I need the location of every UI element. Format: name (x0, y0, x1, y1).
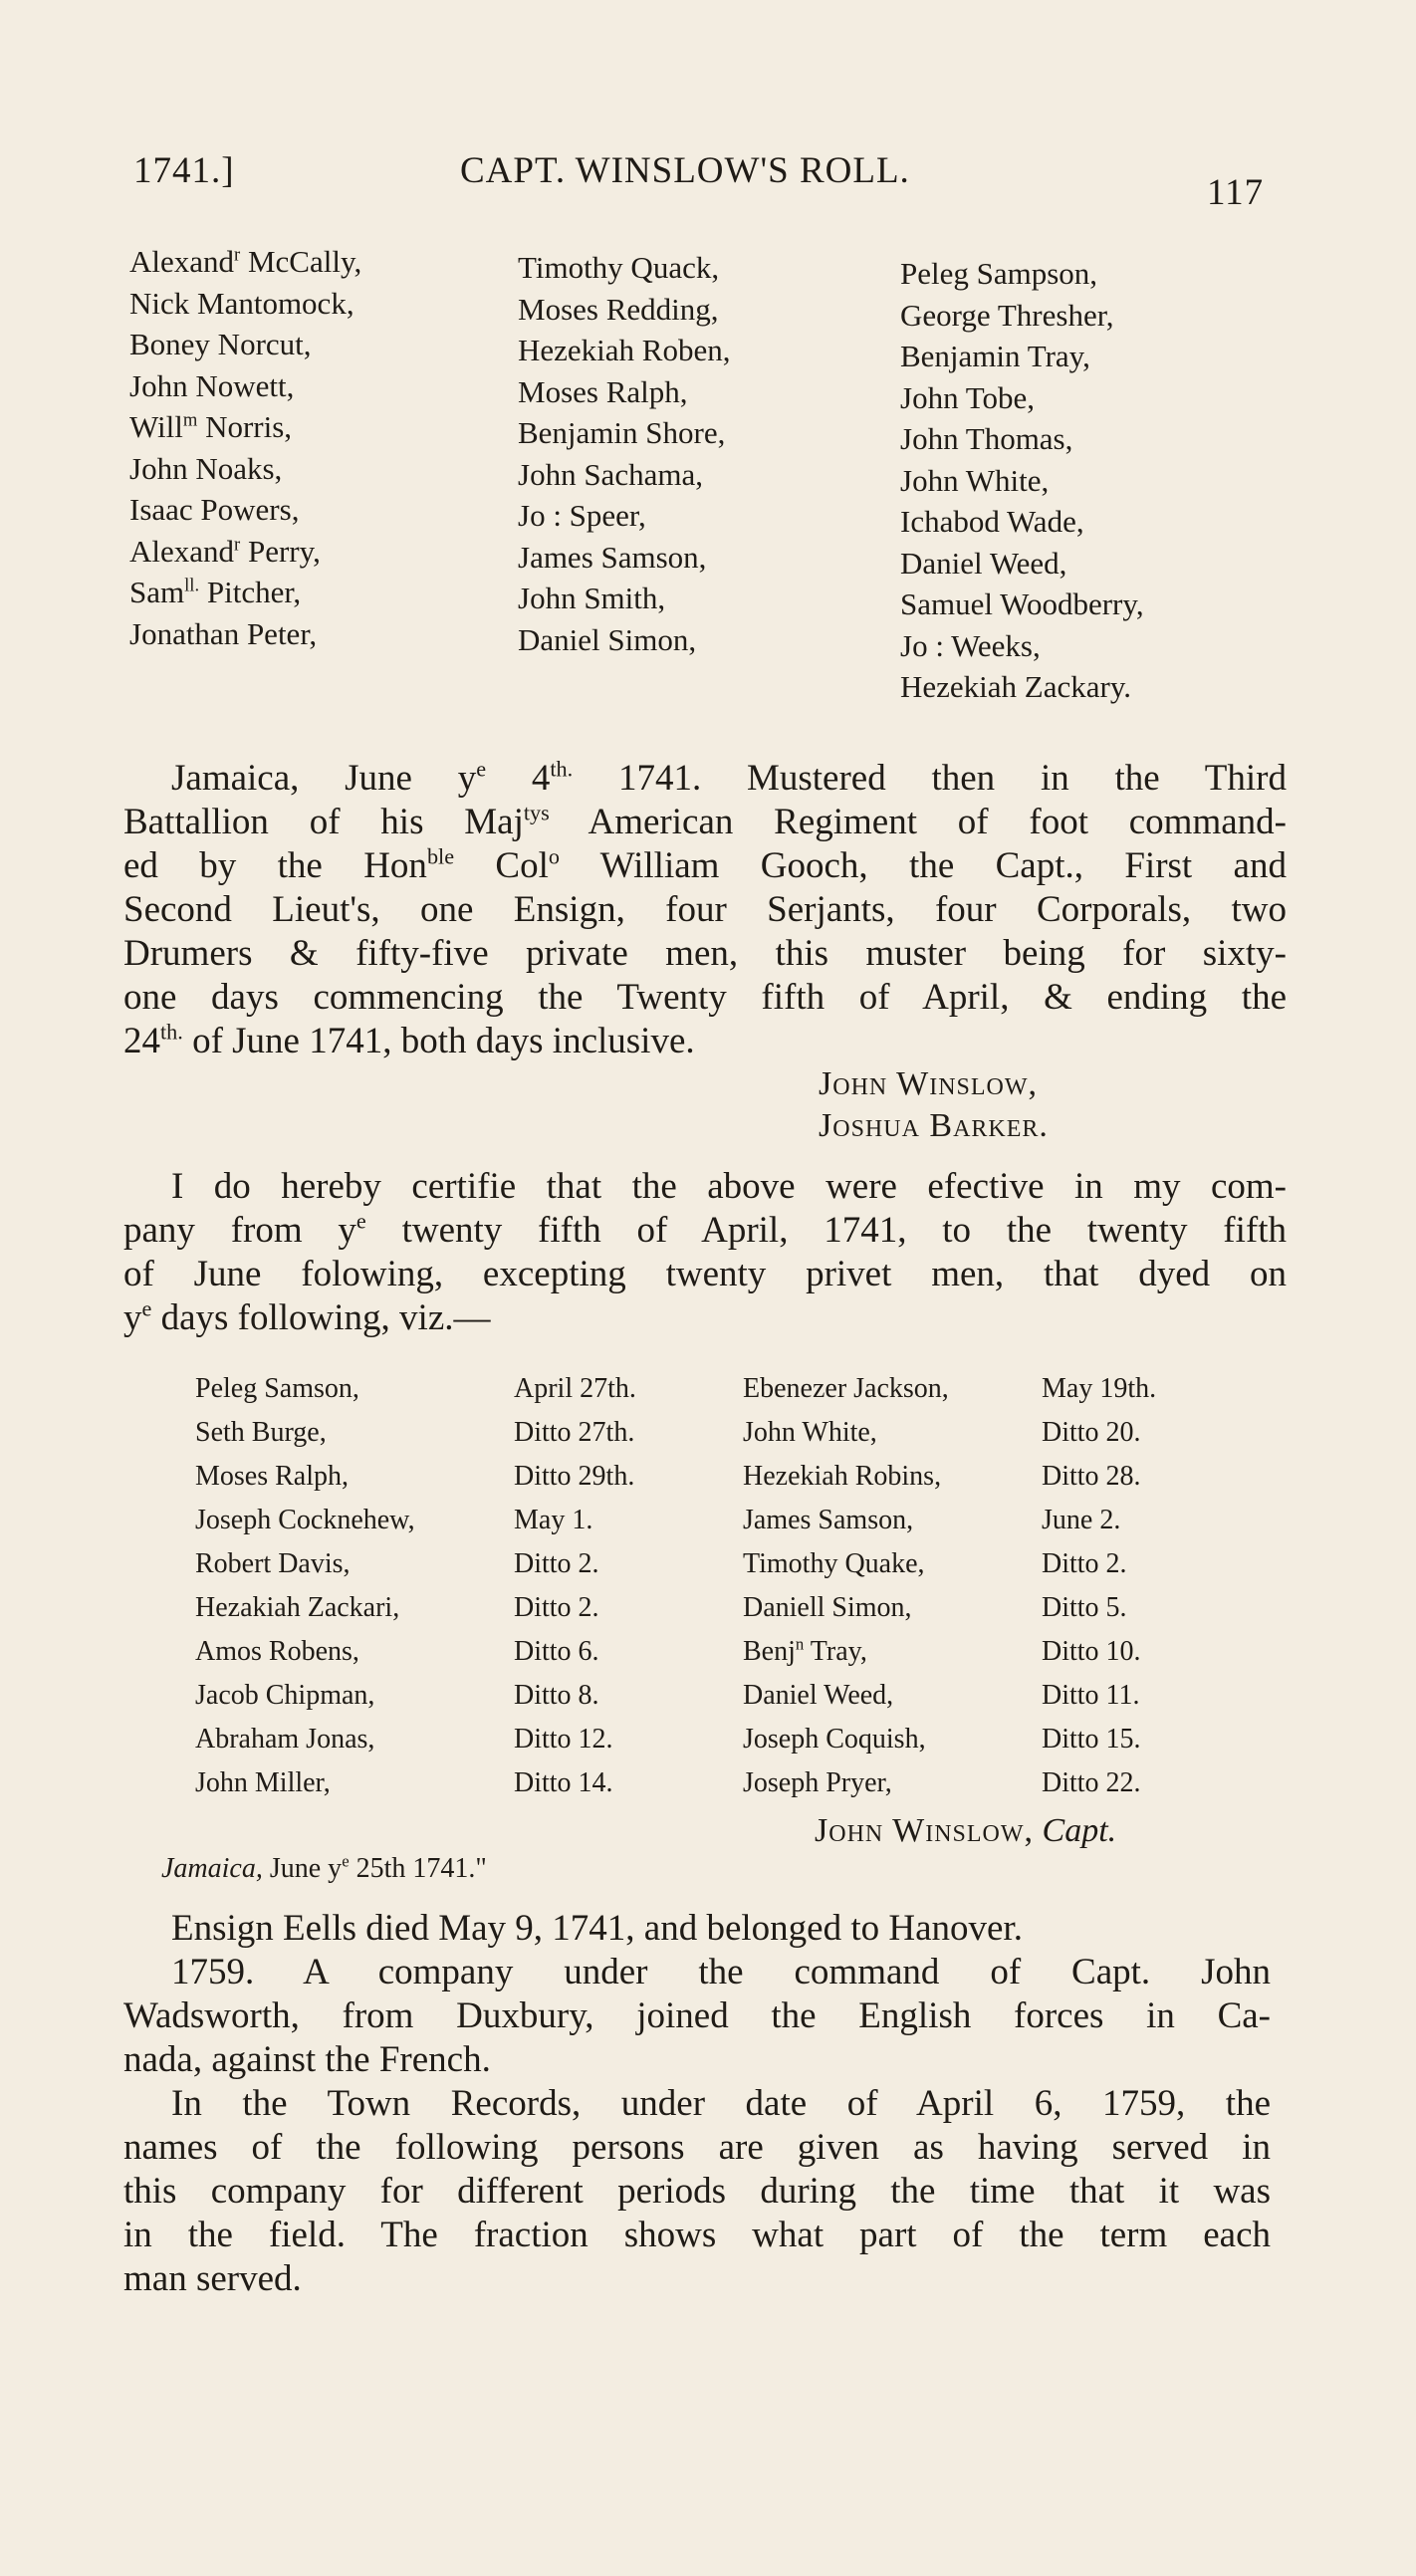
muster-paragraph (123, 757, 1287, 1063)
death-date: Ditto 6. (514, 1636, 599, 1667)
roll-name: Moses Ralph, (518, 373, 688, 409)
roll-name: Daniel Simon, (518, 621, 697, 657)
death-date: Ditto 15. (1042, 1724, 1141, 1755)
roll-name: Isaac Powers, (129, 492, 300, 527)
roll-name: James Samson, (518, 539, 707, 575)
death-name: Benj$^n$ Tray, (743, 1634, 867, 1667)
roll-name: John Nowett, (129, 367, 295, 403)
death-name: Ebenezer Jackson, (743, 1373, 949, 1404)
roll-name: Jonathan Peter, (129, 615, 318, 651)
closing-line: nada, against the French. (123, 2039, 491, 2080)
roll-name: John Tobe, (900, 379, 1036, 415)
closing-line: Wadsworth, from Duxbury, joined the English forces in Ca- (123, 1995, 1271, 2036)
death-name: Robert Davis, (195, 1548, 351, 1579)
certify-line: pany from $y^e$ twenty fifth of April, 1741, to the twenty fifth (123, 1208, 1287, 1251)
death-date: Ditto 5. (1042, 1592, 1127, 1623)
capt-signature-title: Capt. (1042, 1812, 1117, 1849)
roll-name: Timothy Quack, (518, 250, 720, 285)
death-name: Jacob Chipman, (195, 1680, 375, 1711)
death-name: Abraham Jonas, (195, 1724, 375, 1755)
roll-name: Moses Redding, (518, 291, 719, 327)
muster-line: Second Lieut's, one Ensign, four Serjants, four Corporals, two (123, 889, 1287, 930)
running-head-title: CAPT. WINSLOW'S ROLL. (460, 150, 910, 191)
muster-line: one days commencing the Twenty fifth of April, & ending the (123, 977, 1287, 1018)
death-date: Ditto 10. (1042, 1636, 1141, 1667)
death-name: Hezekiah Robins, (743, 1461, 942, 1492)
death-date: Ditto 2. (1042, 1548, 1127, 1579)
certify-line: $y^e$ days following, viz.— (123, 1295, 491, 1338)
death-name: Seth Burge, (195, 1417, 327, 1448)
death-date: Ditto 20. (1042, 1417, 1141, 1448)
closing-line: names of the following persons are given as having served in (123, 2127, 1271, 2168)
death-date: Ditto 14. (514, 1767, 613, 1798)
dateline (161, 1853, 487, 1885)
death-date: Ditto 11. (1042, 1680, 1140, 1711)
death-name: James Samson, (743, 1505, 914, 1535)
certify-line: of June folowing, excepting twenty privet men, that dyed on (123, 1254, 1287, 1294)
roll-name: Alexand$^r$ Perry, (129, 533, 321, 569)
death-name: Hezakiah Zackari, (195, 1592, 400, 1623)
signature-winslow: John Winslow, (819, 1065, 1039, 1102)
death-name: Joseph Cocknehew, (195, 1505, 415, 1535)
death-name: Daniell Simon, (743, 1592, 912, 1623)
death-date: Ditto 2. (514, 1592, 599, 1623)
running-head-year: 1741.] (133, 150, 235, 191)
closing-line: In the Town Records, under date of April 6, 1759, the (171, 2083, 1271, 2124)
capt-signature-name: John Winslow, (815, 1812, 1035, 1849)
muster-line: Drumers & fifty-five private men, this muster being for sixty- (123, 933, 1287, 974)
death-date: Ditto 29th. (514, 1461, 635, 1492)
death-date: Ditto 22. (1042, 1767, 1141, 1798)
dateline-date: June $y^e$ 25th 1741." (269, 1851, 487, 1884)
page-number: 117 (1207, 172, 1265, 213)
roll-name: Samuel Woodberry, (900, 586, 1144, 621)
roll-name: John White, (900, 462, 1050, 498)
closing-line: 1759. A company under the command of Capt. John (171, 1952, 1271, 1992)
roll-name: George Thresher, (900, 297, 1114, 333)
death-date: Ditto 8. (514, 1680, 599, 1711)
death-date: June 2. (1042, 1505, 1121, 1535)
death-date: May 19th. (1042, 1373, 1157, 1404)
muster-line: $24^{th.}$ of June 1741, both days inclusive. (123, 1019, 695, 1061)
closing-line: in the field. The fraction shows what part of the term each (123, 2215, 1271, 2255)
roll-name: Peleg Sampson, (900, 256, 1098, 291)
muster-line: Battallion of his Maj$^{tys}$ American Regiment of foot command- (123, 800, 1287, 842)
death-name: Daniel Weed, (743, 1680, 894, 1711)
roll-name: John Sachama, (518, 456, 703, 492)
roll-name: Daniel Weed, (900, 545, 1067, 581)
roll-name: Will$^m$ Norris, (129, 409, 293, 444)
death-name: John Miller, (195, 1767, 331, 1798)
deaths-right-dates (1042, 1367, 1156, 1805)
deaths-left-names (195, 1367, 415, 1805)
death-date: Ditto 27th. (514, 1417, 635, 1448)
deaths-right-names (743, 1367, 949, 1805)
death-name: Joseph Pryer, (743, 1767, 892, 1798)
roll-name: John Thomas, (900, 421, 1073, 456)
signature-barker: Joshua Barker. (819, 1107, 1049, 1144)
closing-line: this company for different periods during the time that it was (123, 2171, 1271, 2212)
death-name: Peleg Samson, (195, 1373, 359, 1404)
muster-line: ed by the Hon$^{ble}$ Col$^o$ William Gooch, the Capt., First and (123, 843, 1287, 886)
death-name: John White, (743, 1417, 877, 1448)
roll-name: Hezekiah Zackary. (900, 669, 1132, 704)
roll-name: Sam$^{ll.}$ Pitcher, (129, 575, 302, 609)
roll-name: Nick Mantomock, (129, 285, 354, 321)
death-name: Amos Robens, (195, 1636, 359, 1667)
roll-name: Benjamin Shore, (518, 415, 726, 450)
closing-paragraphs (123, 1907, 1271, 2301)
death-name: Timothy Quake, (743, 1548, 925, 1579)
roll-name: Jo : Speer, (518, 498, 646, 533)
roll-name: Alexand$^r$ McCally, (129, 244, 362, 279)
roll-name: Jo : Weeks, (900, 627, 1041, 663)
roll-column-3 (900, 253, 1144, 708)
dateline-place: Jamaica, (161, 1853, 263, 1884)
roll-name: John Smith, (518, 581, 666, 615)
roll-column-2 (518, 247, 730, 660)
death-date: April 27th. (514, 1373, 636, 1404)
death-date: Ditto 12. (514, 1724, 613, 1755)
roll-name: Boney Norcut, (129, 327, 312, 361)
death-date: Ditto 28. (1042, 1461, 1141, 1492)
capt-signature (815, 1812, 1116, 1850)
deaths-left-dates (514, 1367, 636, 1805)
death-date: May 1. (514, 1505, 593, 1535)
certify-paragraph (123, 1165, 1287, 1340)
certify-line: I do hereby certifie that the above were efective in my com- (171, 1166, 1287, 1207)
death-name: Moses Ralph, (195, 1461, 349, 1492)
roll-column-1 (129, 241, 361, 654)
roll-name: Benjamin Tray, (900, 339, 1090, 373)
roll-name: John Noaks, (129, 450, 283, 486)
roll-name: Hezekiah Roben, (518, 333, 731, 367)
muster-line: Jamaica, June $y^e$ $4^{th.}$ 1741. Mustered then in the Third (171, 756, 1287, 799)
closing-line: man served. (123, 2258, 302, 2299)
roll-name: Ichabod Wade, (900, 504, 1084, 539)
death-name: Joseph Coquish, (743, 1724, 926, 1755)
closing-line: Ensign Eells died May 9, 1741, and belonged to Hanover. (171, 1908, 1023, 1949)
death-date: Ditto 2. (514, 1548, 599, 1579)
